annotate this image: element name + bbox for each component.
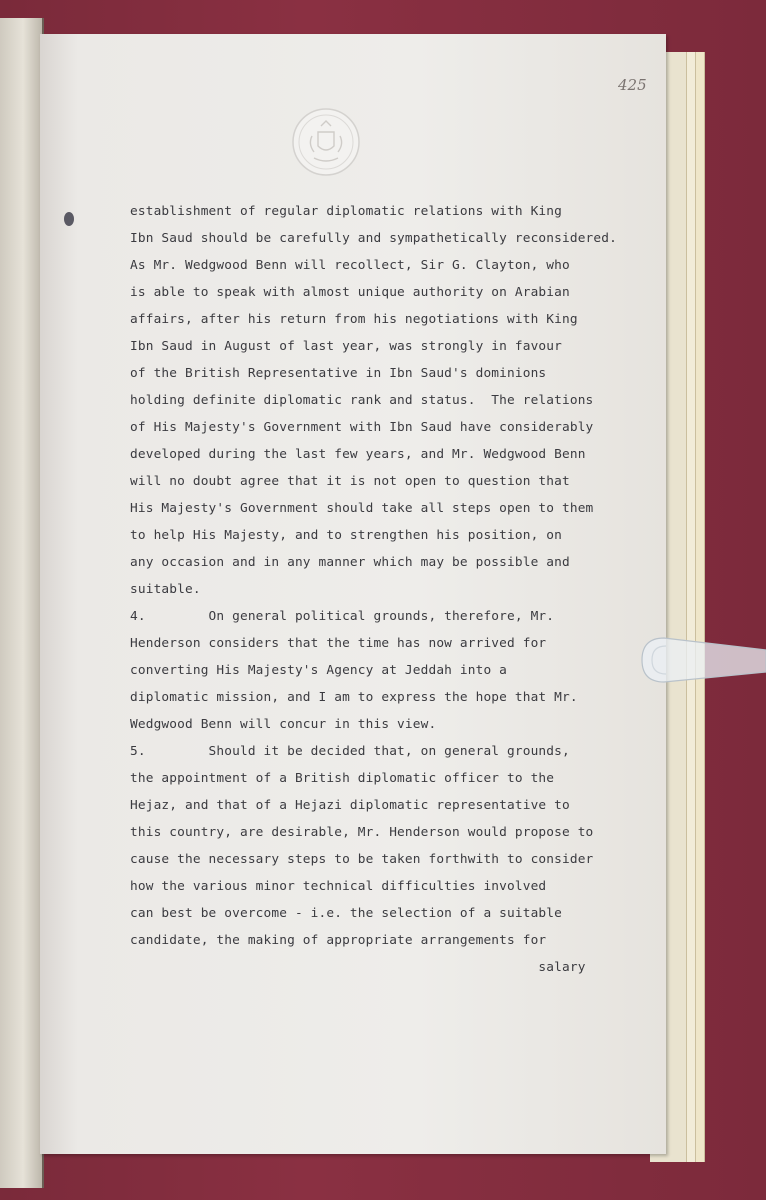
text-line: As Mr. Wedgwood Benn will recollect, Sir G. Clayton, who <box>130 258 570 273</box>
text-line: diplomatic mission, and I am to express the hope that Mr. <box>130 690 578 705</box>
paragraph-4-start: 4. On general political grounds, therefore, Mr. <box>130 609 555 624</box>
document-page <box>40 34 666 1154</box>
text-line: how the various minor technical difficulties involved <box>130 879 547 894</box>
text-line: candidate, the making of appropriate arrangements for <box>130 933 547 948</box>
text-line: Hejaz, and that of a Hejazi diplomatic representative to <box>130 798 570 813</box>
text-line: any occasion and in any manner which may be possible and <box>130 555 570 570</box>
royal-coat-of-arms-emboss-icon <box>290 106 362 178</box>
text-line: of the British Representative in Ibn Saud's dominions <box>130 366 547 381</box>
text-line: this country, are desirable, Mr. Henderson would propose to <box>130 825 594 840</box>
text-line: Ibn Saud should be carefully and sympathetically reconsidered. <box>130 231 617 246</box>
text-line: to help His Majesty, and to strengthen his position, on <box>130 528 562 543</box>
text-line: affairs, after his return from his negotiations with King <box>130 312 578 327</box>
text-line: can best be overcome - i.e. the selection of a suitable <box>130 906 562 921</box>
text-line: cause the necessary steps to be taken forthwith to consider <box>130 852 594 867</box>
text-line: Ibn Saud in August of last year, was strongly in favour <box>130 339 562 354</box>
text-line: suitable. <box>130 582 201 597</box>
text-line: of His Majesty's Government with Ibn Saud have considerably <box>130 420 594 435</box>
text-line: Henderson considers that the time has now arrived for <box>130 636 547 651</box>
punch-hole <box>64 212 74 226</box>
text-line: developed during the last few years, and Mr. Wedgwood Benn <box>130 447 586 462</box>
plastic-clip-icon <box>640 632 766 690</box>
text-line: Wedgwood Benn will concur in this view. <box>130 717 437 732</box>
catchword-line: salary <box>130 960 586 975</box>
text-line: the appointment of a British diplomatic officer to the <box>130 771 555 786</box>
text-line: is able to speak with almost unique authority on Arabian <box>130 285 570 300</box>
text-line: will no doubt agree that it is not open to question that <box>130 474 570 489</box>
text-line: converting His Majesty's Agency at Jeddah into a <box>130 663 508 678</box>
folio-number: 425 <box>618 76 647 94</box>
text-line: His Majesty's Government should take all steps open to them <box>130 501 594 516</box>
facing-page-edge <box>0 18 44 1188</box>
paragraph-5-start: 5. Should it be decided that, on general grounds, <box>130 744 570 759</box>
text-line: establishment of regular diplomatic relations with King <box>130 204 562 219</box>
text-line: holding definite diplomatic rank and status. The relations <box>130 393 594 408</box>
